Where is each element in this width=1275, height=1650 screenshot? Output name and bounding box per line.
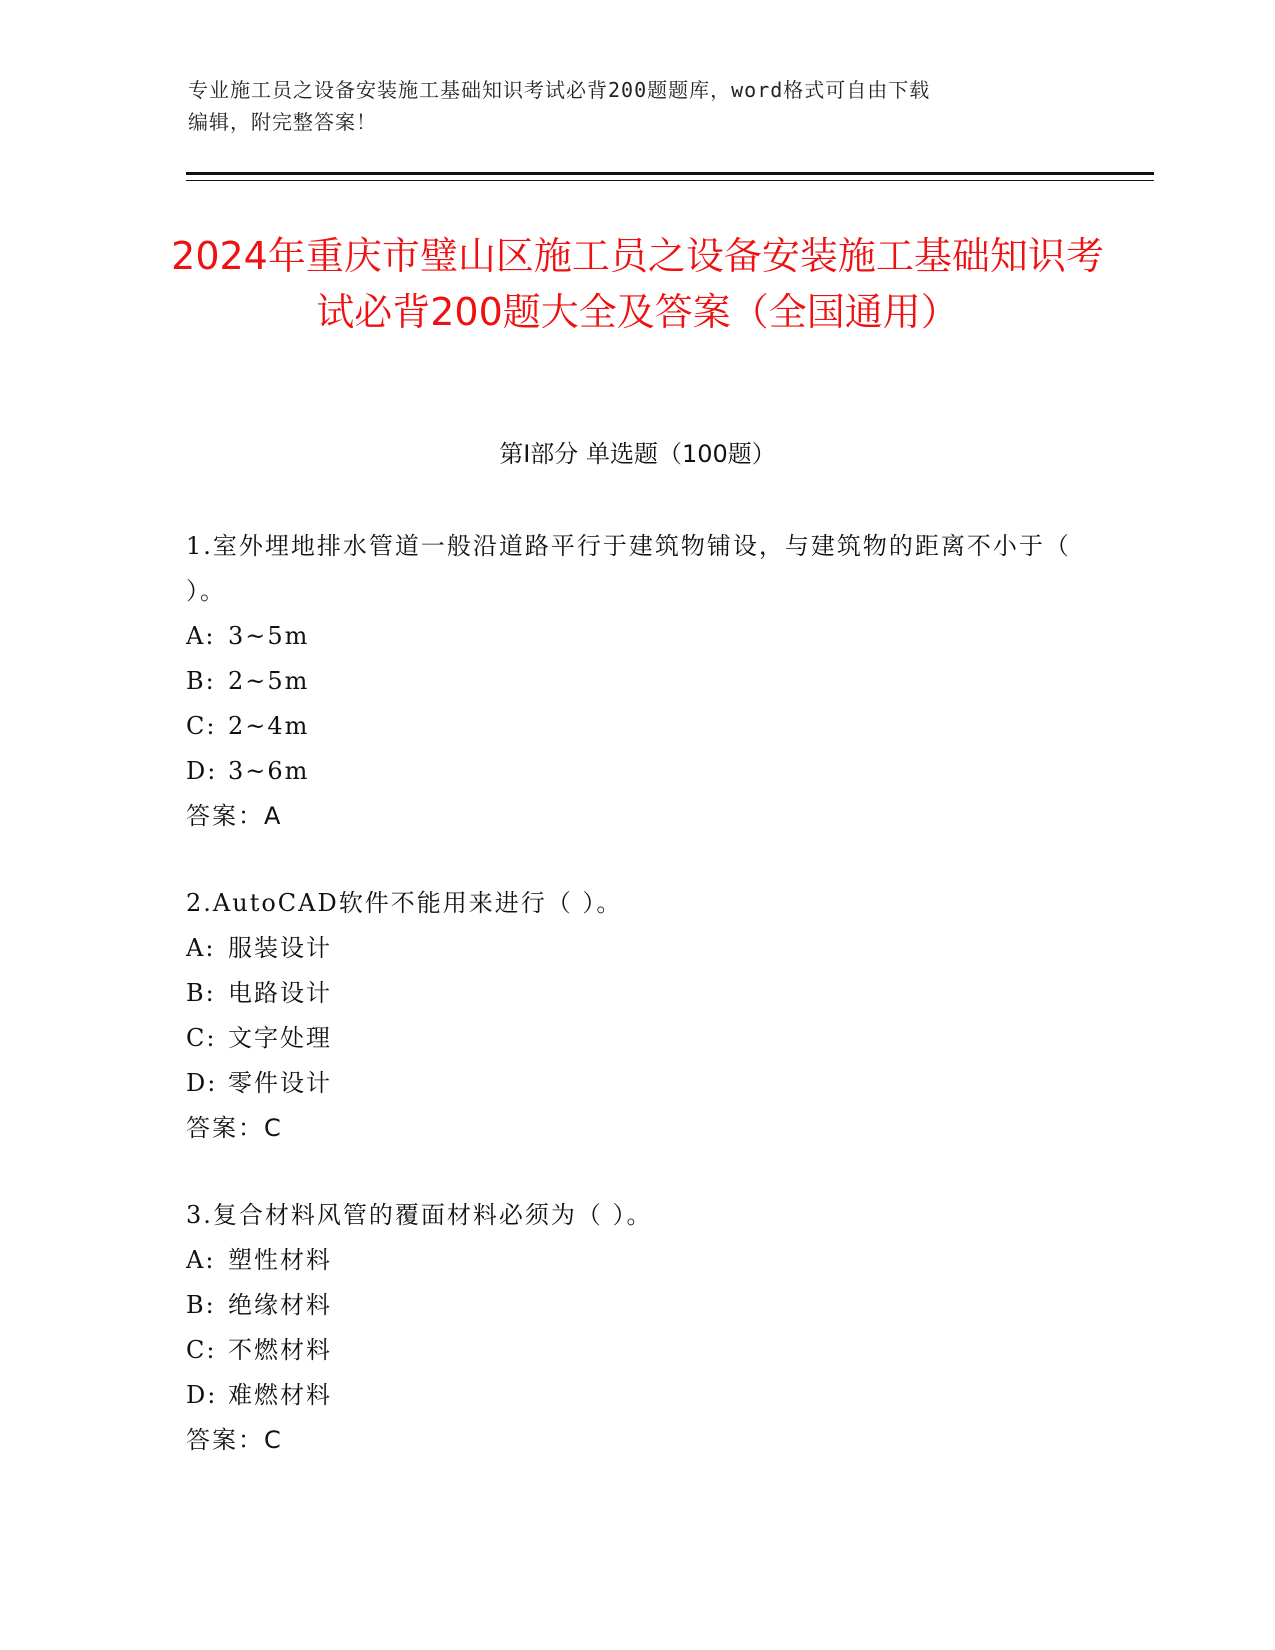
option-letter: B:: [186, 979, 216, 1007]
option-letter: C:: [186, 712, 217, 740]
document-title: 2024年重庆市璧山区施工员之设备安装施工基础知识考试必背200题大全及答案（全国通用）: [171, 234, 1104, 334]
option-a: [186, 1238, 1086, 1283]
option-letter: D:: [186, 1069, 218, 1097]
header-note-line-1: 专业施工员之设备安装施工基础知识考试必背200题题库，word格式可自由下载: [188, 78, 931, 102]
question-stem: 2.AutoCAD软件不能用来进行（ ）。: [186, 889, 623, 917]
option-c: [186, 1016, 1086, 1061]
option-letter: A:: [186, 934, 216, 962]
option-text: 零件设计: [228, 1069, 332, 1097]
question-1: [186, 524, 1086, 839]
option-text: 3~6m: [228, 757, 310, 785]
option-d: [186, 1061, 1086, 1106]
option-text: 2~5m: [228, 667, 310, 695]
option-b: [186, 971, 1086, 1016]
answer-line: 答案：A: [186, 802, 283, 830]
header-divider-thin: [186, 180, 1154, 181]
option-letter: B:: [186, 1291, 216, 1319]
question-stem: 1.室外埋地排水管道一般沿道路平行于建筑物铺设，与建筑物的距离不小于（ ）。: [186, 532, 1071, 605]
option-letter: D:: [186, 1381, 218, 1409]
answer-line: 答案：C: [186, 1114, 283, 1142]
option-text: 2~4m: [228, 712, 310, 740]
option-letter: D:: [186, 757, 218, 785]
option-text: 塑性材料: [228, 1246, 332, 1274]
option-letter: A:: [186, 1246, 216, 1274]
option-letter: C:: [186, 1024, 217, 1052]
answer-line: 答案：C: [186, 1426, 283, 1454]
option-c: [186, 1328, 1086, 1373]
option-d: [186, 1373, 1086, 1418]
question-3: [186, 1193, 1086, 1463]
option-letter: A:: [186, 622, 216, 650]
question-stem: 3.复合材料风管的覆面材料必须为（ ）。: [186, 1201, 653, 1229]
option-b: [186, 659, 1086, 704]
header-note-line-2: 编辑，附完整答案！: [188, 110, 377, 134]
option-text: 3~5m: [228, 622, 310, 650]
option-text: 电路设计: [228, 979, 332, 1007]
option-text: 服装设计: [228, 934, 332, 962]
option-a: [186, 614, 1086, 659]
option-letter: B:: [186, 667, 216, 695]
header-divider-thick: [186, 172, 1154, 175]
section-title: 第Ⅰ部分 单选题（100题）: [499, 440, 776, 468]
option-text: 不燃材料: [228, 1336, 332, 1364]
option-text: 文字处理: [228, 1024, 332, 1052]
option-a: [186, 926, 1086, 971]
header-note: [188, 74, 1088, 138]
option-text: 绝缘材料: [228, 1291, 332, 1319]
option-b: [186, 1283, 1086, 1328]
option-text: 难燃材料: [228, 1381, 332, 1409]
option-d: [186, 749, 1086, 794]
option-letter: C:: [186, 1336, 217, 1364]
question-list: [186, 524, 1086, 1505]
question-2: [186, 881, 1086, 1151]
option-c: [186, 704, 1086, 749]
